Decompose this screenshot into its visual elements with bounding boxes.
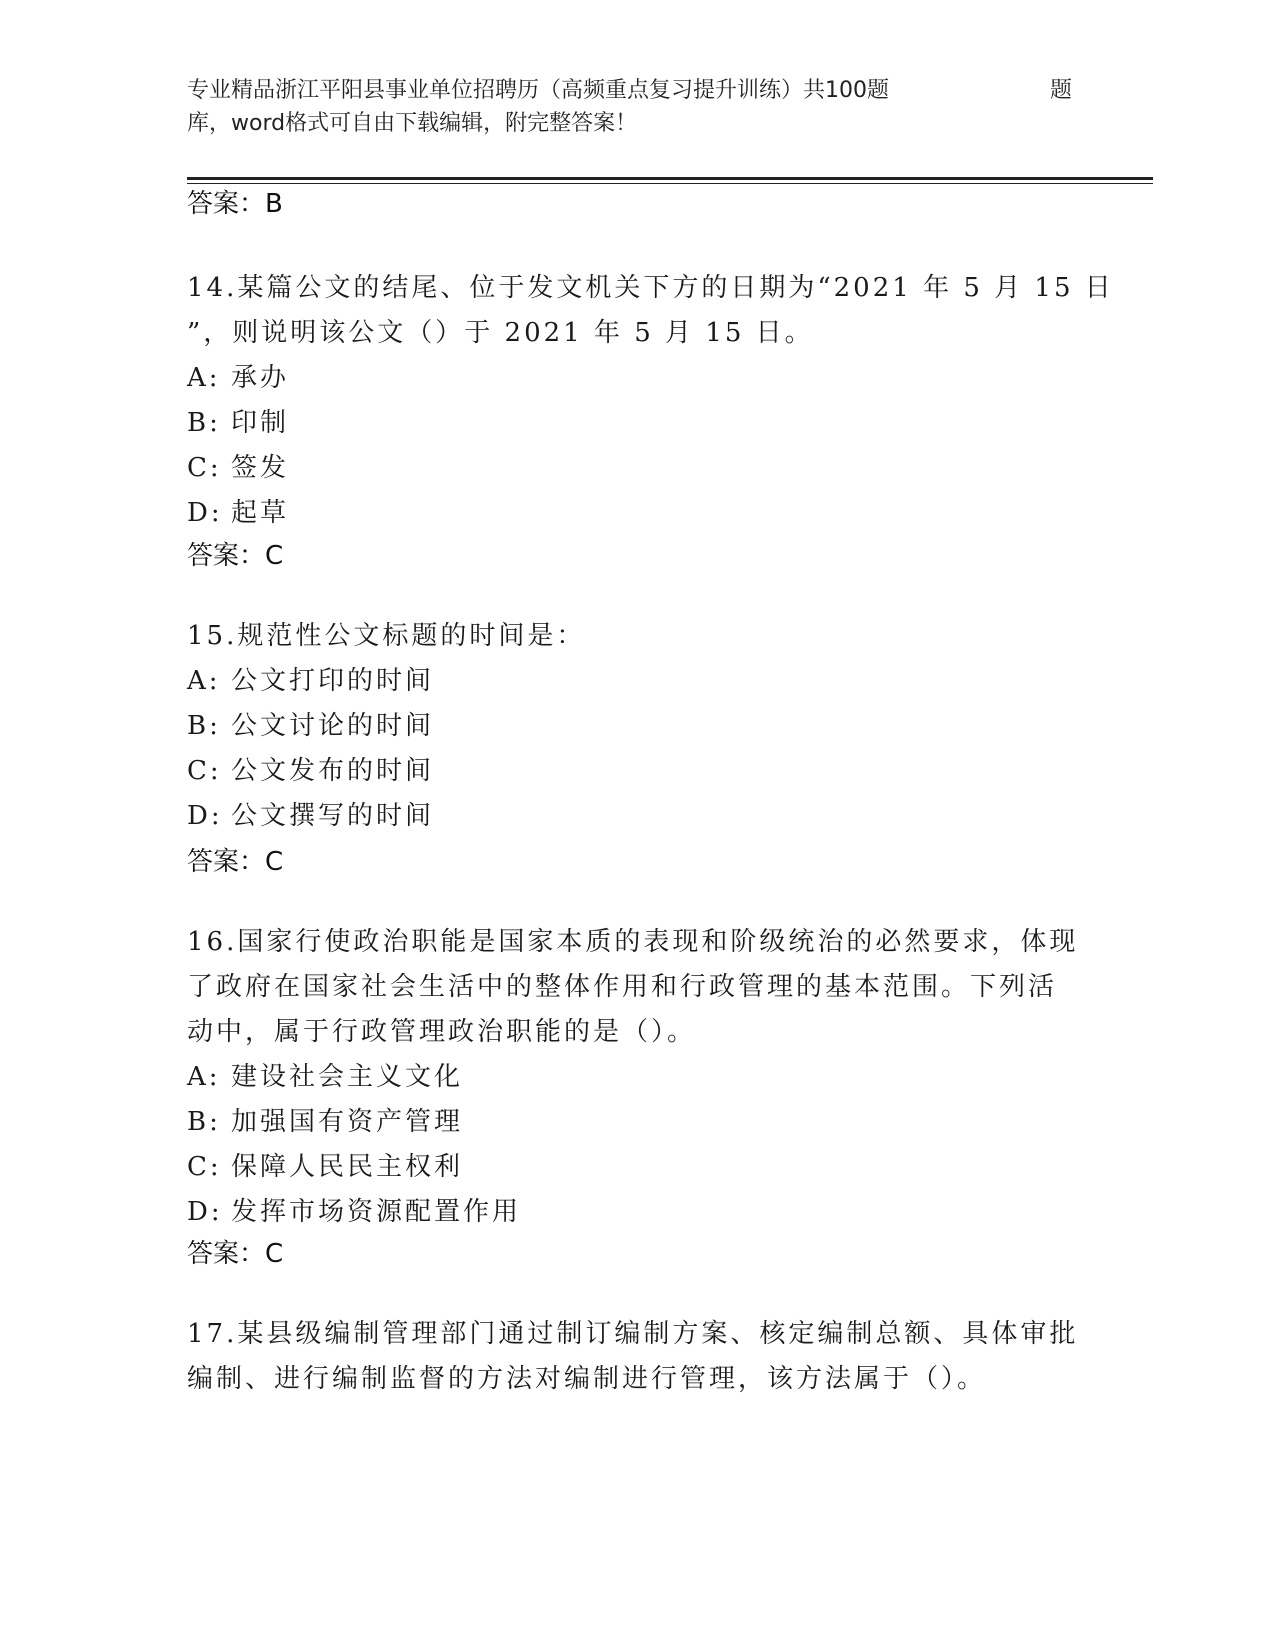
option-label: B:	[187, 1107, 221, 1137]
option-label: A:	[187, 363, 221, 393]
question-line: 17.某县级编制管理部门通过制订编制方案、核定编制总额、具体审批	[187, 1319, 1079, 1349]
option-a	[187, 356, 1087, 401]
option-text: 发挥市场资源配置作用	[231, 1197, 522, 1227]
option-text: 印制	[231, 408, 290, 438]
header-title-tail: 题	[1050, 78, 1073, 103]
option-c	[187, 1145, 1087, 1190]
question-17	[187, 1312, 1087, 1402]
option-label: B:	[187, 408, 221, 438]
question-line: 16.国家行使政治职能是国家本质的表现和阶级统治的必然要求，体现	[187, 927, 1079, 957]
option-label: C:	[187, 453, 222, 483]
header-divider-thick	[187, 177, 1153, 180]
option-label: D:	[187, 1197, 223, 1227]
option-label: A:	[187, 1062, 221, 1092]
question-15	[187, 614, 1087, 839]
option-c	[187, 446, 1087, 491]
option-d	[187, 491, 1087, 536]
answer-q16: 答案：C	[187, 1239, 284, 1269]
answer-q15: 答案：C	[187, 847, 284, 877]
page-header	[187, 74, 1087, 140]
option-label: D:	[187, 801, 223, 831]
option-text: 建设社会主义文化	[231, 1062, 464, 1092]
question-line: 14.某篇公文的结尾、位于发文机关下方的日期为“2021 年 5 月 15 日	[187, 273, 1114, 303]
question-line: 动中，属于行政管理政治职能的是（）。	[187, 1017, 697, 1047]
question-line: 了政府在国家社会生活中的整体作用和行政管理的基本范围。下列活	[187, 972, 1058, 1002]
option-text: 保障人民民主权利	[231, 1152, 464, 1182]
option-label: C:	[187, 756, 222, 786]
option-text: 承办	[231, 363, 290, 393]
option-d	[187, 794, 1087, 839]
option-b	[187, 704, 1087, 749]
option-b	[187, 401, 1087, 446]
option-label: A:	[187, 666, 221, 696]
option-label: D:	[187, 498, 223, 528]
option-text: 签发	[231, 453, 290, 483]
option-text: 加强国有资产管理	[231, 1107, 464, 1137]
option-text: 公文发布的时间	[231, 756, 435, 786]
question-line: ”，则说明该公文（）于 2021 年 5 月 15 日。	[187, 318, 814, 348]
option-label: C:	[187, 1152, 222, 1182]
header-title-text: 专业精品浙江平阳县事业单位招聘历（高频重点复习提升训练）共100题	[187, 78, 889, 103]
option-a	[187, 659, 1087, 704]
option-text: 起草	[231, 498, 290, 528]
option-c	[187, 749, 1087, 794]
option-text: 公文打印的时间	[231, 666, 435, 696]
option-b	[187, 1100, 1087, 1145]
option-label: B:	[187, 711, 221, 741]
header-line-1	[187, 74, 1087, 107]
question-14	[187, 266, 1114, 536]
question-16	[187, 920, 1087, 1235]
answer-q13: 答案：B	[187, 189, 283, 219]
option-a	[187, 1055, 1087, 1100]
question-line: 15.规范性公文标题的时间是：	[187, 621, 586, 651]
option-text: 公文讨论的时间	[231, 711, 435, 741]
option-text: 公文撰写的时间	[231, 801, 435, 831]
question-line: 编制、进行编制监督的方法对编制进行管理，该方法属于（）。	[187, 1364, 987, 1394]
answer-q14: 答案：C	[187, 541, 284, 571]
option-d	[187, 1190, 1087, 1235]
header-line-2: 库，word格式可自由下载编辑，附完整答案！	[187, 111, 638, 136]
